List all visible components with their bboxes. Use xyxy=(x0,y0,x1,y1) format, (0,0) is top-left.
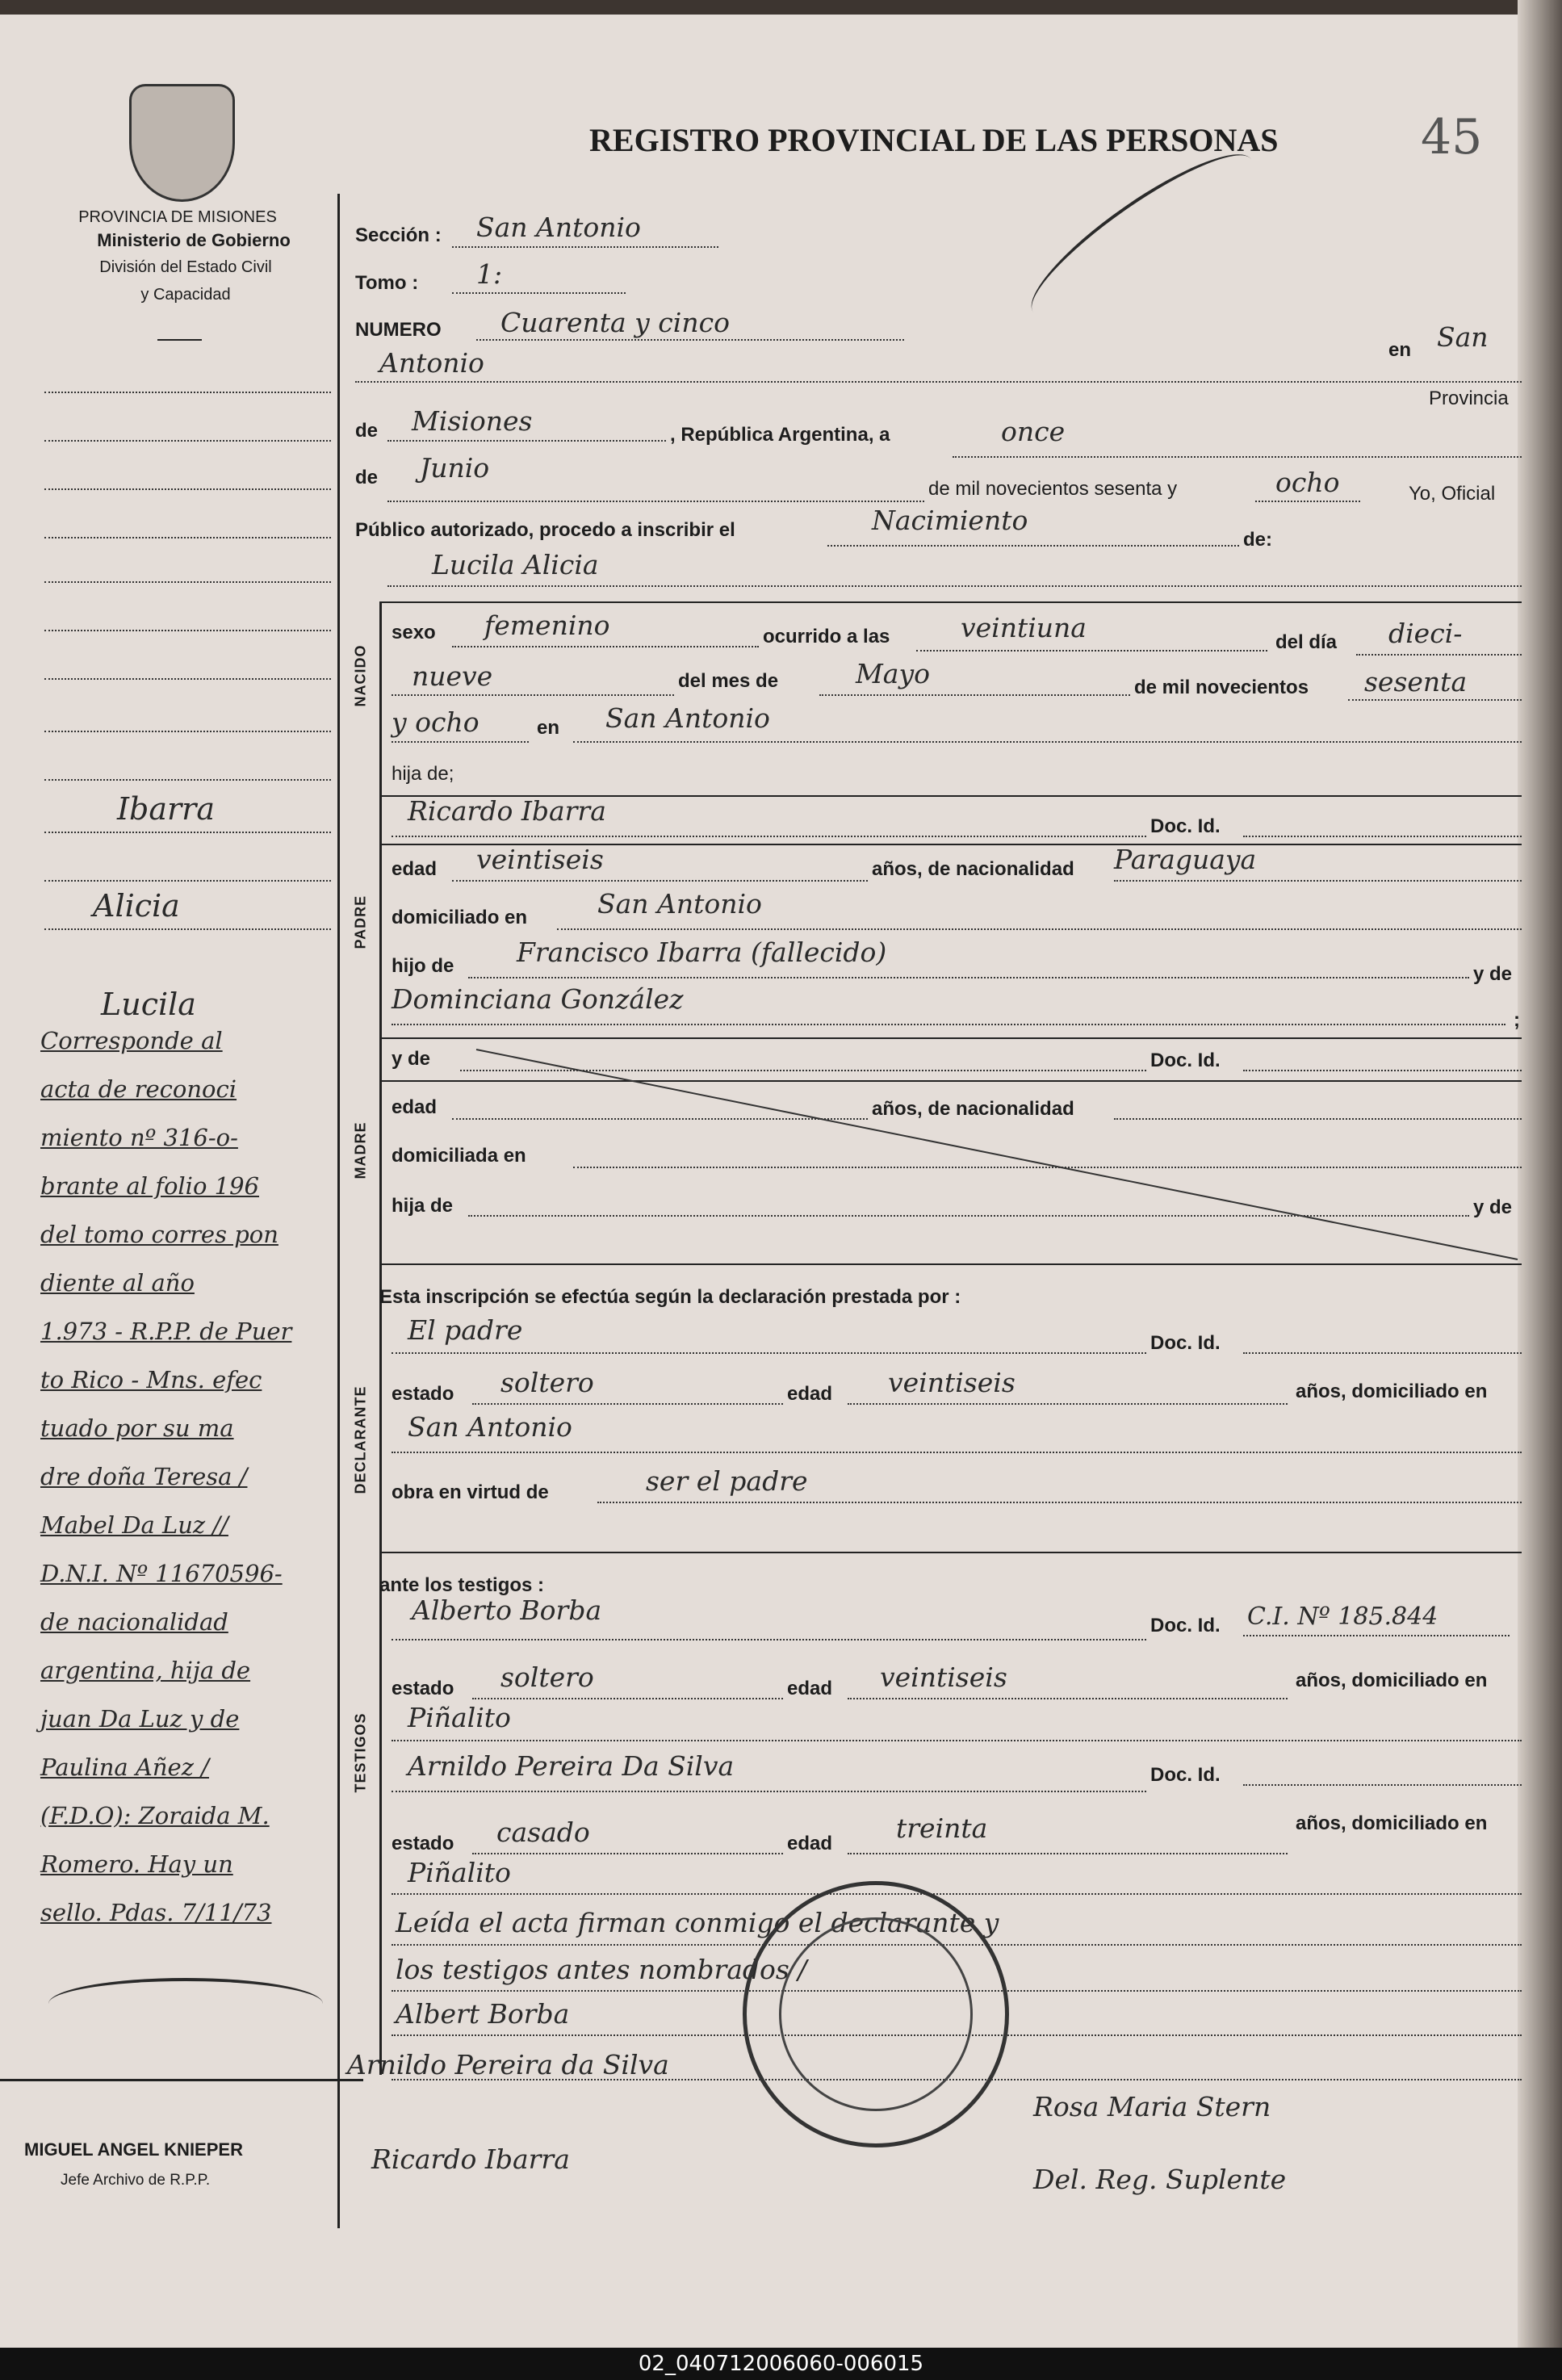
value-testigo2-domicilio: Piñalito xyxy=(408,1857,511,1888)
label-padre-domicilio: domiciliado en xyxy=(392,907,528,928)
label-testigo2-doc: Doc. Id. xyxy=(1150,1764,1221,1786)
acto-line xyxy=(827,545,1239,547)
padre-madre-line xyxy=(392,1024,1505,1025)
nacido-top-rule xyxy=(379,601,1522,603)
declarante-line xyxy=(392,1352,1146,1354)
sidebar-dotted-line xyxy=(44,832,331,833)
dia-nac-2-line xyxy=(392,694,674,696)
label-hija-de: hija de; xyxy=(392,763,454,785)
label-en-lugar: en xyxy=(537,717,560,739)
page-number: 45 xyxy=(1421,109,1483,166)
section-declarante: DECLARANTE xyxy=(352,1385,369,1494)
mes-nac-line xyxy=(819,694,1130,696)
label-sexo: sexo xyxy=(392,622,436,643)
testigo2-doc-line xyxy=(1243,1784,1522,1786)
label-del-mes: del mes de xyxy=(678,670,779,692)
label-de-provincia: de xyxy=(355,420,379,442)
label-de-mil-novecientos: de mil novecientos xyxy=(1134,677,1309,698)
sidebar-note-line: Mabel Da Luz // xyxy=(40,1511,228,1539)
document-code: 02_040712006060-006015 xyxy=(638,2352,924,2376)
label-padre-nacionalidad: años, de nacionalidad xyxy=(872,858,1074,880)
value-padre-edad: veintiseis xyxy=(476,844,604,875)
sidebar-header-line-4: y Capacidad xyxy=(140,286,231,304)
seccion-line xyxy=(452,246,718,248)
value-acto: Nacimiento xyxy=(872,505,1028,536)
sidebar-note-line: acta de reconoci xyxy=(40,1075,237,1103)
testigo2-estado-line xyxy=(472,1853,783,1854)
value-dia-nac-2: nueve xyxy=(412,660,493,692)
label-yo-oficial: Yo, Oficial xyxy=(1409,483,1496,505)
section-nacido: NACIDO xyxy=(352,644,369,707)
label-padre-y-de: y de xyxy=(1473,963,1513,985)
value-nombre: Lucila Alicia xyxy=(432,549,599,580)
declarante-top-rule xyxy=(379,1263,1522,1265)
value-sexo: femenino xyxy=(484,610,610,641)
label-testigo1-edad: edad xyxy=(787,1678,833,1699)
tomo-line xyxy=(452,292,626,294)
label-padre-edad: edad xyxy=(392,858,438,880)
value-hora: veintiuna xyxy=(961,612,1087,643)
value-lugar-nac: San Antonio xyxy=(605,702,770,734)
padre-padre-line xyxy=(468,977,1469,978)
value-declarante: El padre xyxy=(408,1314,523,1346)
label-seccion: Sección : xyxy=(355,224,442,246)
label-republica: , República Argentina, a xyxy=(670,424,890,446)
value-testigo2-edad: treinta xyxy=(896,1812,988,1844)
label-madre-y-de-2: y de xyxy=(1473,1196,1513,1218)
nombre-line xyxy=(387,585,1522,587)
sidebar-note-line: D.N.I. Nº 11670596- xyxy=(40,1560,283,1587)
testigo1-dom-line xyxy=(392,1740,1522,1741)
sidebar-note-line: Corresponde al xyxy=(40,1027,223,1054)
value-mes: Junio xyxy=(420,452,490,484)
sidebar-note-line: 1.973 - R.P.P. de Puer xyxy=(40,1318,292,1345)
closing-line-2: los testigos antes nombrados / xyxy=(396,1954,807,1985)
testigo1-edad-line xyxy=(848,1698,1288,1699)
declarante-estado-line xyxy=(472,1403,783,1405)
value-testigo2-estado: casado xyxy=(496,1816,590,1848)
label-testigo1-estado: estado xyxy=(392,1678,454,1699)
value-padre-madre: Dominciana González xyxy=(392,983,684,1015)
value-numero: Cuarenta y cinco xyxy=(500,307,730,338)
value-declarante-edad: veintiseis xyxy=(888,1367,1016,1398)
label-obra: obra en virtud de xyxy=(392,1481,549,1503)
sidebar-divider xyxy=(157,339,202,341)
sidebar-signature xyxy=(48,1978,323,2030)
value-testigo1-domicilio: Piñalito xyxy=(408,1702,511,1733)
label-testigo2-edad: edad xyxy=(787,1833,833,1854)
sidebar-rule xyxy=(337,194,340,2228)
value-declarante-estado: soltero xyxy=(500,1367,594,1398)
dia-line xyxy=(953,456,1522,458)
value-seccion: San Antonio xyxy=(476,212,641,243)
cancellation-line xyxy=(379,1041,1526,1268)
sidebar-note-line: Romero. Hay un xyxy=(40,1850,233,1878)
sidebar-note-line: sello. Pdas. 7/11/73 xyxy=(40,1899,272,1926)
testigo1-line xyxy=(392,1639,1146,1640)
sidebar-middle-name: Alicia xyxy=(93,888,180,924)
sidebar-note-line: argentina, hija de xyxy=(40,1657,251,1684)
sexo-line xyxy=(452,646,759,647)
label-del-dia: del día xyxy=(1275,631,1338,653)
lugar-nac-line xyxy=(573,741,1522,743)
document-title: REGISTRO PROVINCIAL DE LAS PERSONAS xyxy=(589,122,1279,158)
label-declarante-edad: edad xyxy=(787,1383,833,1405)
sidebar-header-line-1: PROVINCIA DE MISIONES xyxy=(78,208,277,226)
value-en-place-2: Antonio xyxy=(379,347,484,379)
label-numero: NUMERO xyxy=(355,319,442,341)
label-semicolon: ; xyxy=(1514,1009,1520,1031)
signature-official-name: Rosa Maria Stern xyxy=(1033,2091,1271,2122)
sidebar-note-line: miento nº 316-o- xyxy=(40,1124,238,1151)
section-testigos: TESTIGOS xyxy=(352,1712,369,1793)
testigo1-doc-line xyxy=(1243,1635,1510,1636)
value-provincia: Misiones xyxy=(412,405,533,437)
value-dia-nac-1: dieci- xyxy=(1388,618,1463,649)
sidebar-note-line: Paulina Añez / xyxy=(40,1754,209,1781)
value-testigo1: Alberto Borba xyxy=(412,1594,602,1626)
hora-line xyxy=(916,650,1267,652)
value-en-place-1: San xyxy=(1437,321,1489,353)
testigo2-edad-line xyxy=(848,1853,1288,1854)
value-padre-nacionalidad: Paraguaya xyxy=(1114,844,1257,875)
label-testigo1-doc: Doc. Id. xyxy=(1150,1615,1221,1636)
sidebar-dotted-line xyxy=(44,488,331,490)
place-line xyxy=(355,381,1522,383)
sidebar-dotted-line xyxy=(44,779,331,781)
section-madre: MADRE xyxy=(352,1121,369,1180)
sidebar-dotted-line xyxy=(44,731,331,732)
coat-of-arms-emblem xyxy=(129,84,235,202)
sidebar-header-line-2: Ministerio de Gobierno xyxy=(97,230,291,250)
sidebar-dotted-line xyxy=(44,537,331,538)
label-en: en xyxy=(1388,339,1412,361)
label-madre-nacionalidad: años, de nacionalidad xyxy=(872,1098,1074,1120)
label-testigo2-estado: estado xyxy=(392,1833,454,1854)
anio-nac-2-line xyxy=(392,741,529,743)
label-madre-y-de: y de xyxy=(392,1048,431,1070)
declarante-doc-line xyxy=(1243,1352,1522,1354)
label-madre-hija-de: hija de xyxy=(392,1195,454,1217)
label-provincia: Provincia xyxy=(1429,388,1509,409)
value-mes-nac: Mayo xyxy=(856,658,930,689)
sidebar-note-line: de nacionalidad xyxy=(40,1608,228,1636)
label-madre-edad: edad xyxy=(392,1096,438,1118)
sidebar-dotted-line xyxy=(44,678,331,680)
sidebar-note-line: del tomo corres pon xyxy=(40,1221,278,1248)
section-padre: PADRE xyxy=(352,895,369,949)
sidebar-dotted-line xyxy=(44,928,331,930)
anio-nac-line xyxy=(1348,699,1522,701)
value-anio-nac-1: sesenta xyxy=(1364,666,1468,698)
value-testigo1-estado: soltero xyxy=(500,1661,594,1693)
numero-line xyxy=(476,339,904,341)
signature-line xyxy=(0,2079,363,2081)
value-padre-padre: Francisco Ibarra (fallecido) xyxy=(517,936,887,968)
value-tomo: 1: xyxy=(476,258,503,290)
signature-testigo2: Arnildo Pereira da Silva xyxy=(347,2049,669,2080)
label-ocurrido: ocurrido a las xyxy=(763,626,890,647)
value-testigo1-edad: veintiseis xyxy=(880,1661,1007,1693)
declarante-edad-line xyxy=(848,1403,1288,1405)
label-tomo: Tomo : xyxy=(355,272,419,294)
label-declarante-estado: estado xyxy=(392,1383,454,1405)
label-declarante-doc: Doc. Id. xyxy=(1150,1332,1221,1354)
sidebar-dotted-line xyxy=(44,581,331,583)
closing-line-1: Leída el acta firman conmigo el declarante y xyxy=(396,1907,999,1938)
label-testigo1-anos-dom: años, domiciliado en xyxy=(1296,1670,1488,1691)
sidebar-note-line: juan Da Luz y de xyxy=(40,1705,240,1733)
label-de-colon: de: xyxy=(1243,529,1272,551)
section-rule xyxy=(379,601,382,2075)
label-de-mes: de xyxy=(355,467,379,488)
anio-line xyxy=(1255,501,1360,502)
testigo2-line xyxy=(392,1791,1146,1792)
sidebar-dotted-line xyxy=(44,880,331,882)
dia-nac-line xyxy=(1356,654,1522,656)
sidebar-dotted-line xyxy=(44,630,331,631)
label-publico: Público autorizado, procedo a inscribir el xyxy=(355,519,735,541)
padre-nombre-line xyxy=(392,836,1146,837)
testigos-top-rule xyxy=(379,1552,1522,1553)
signature-official-title: Del. Reg. Suplente xyxy=(1033,2164,1287,2195)
sidebar-dotted-line xyxy=(44,392,331,393)
value-obra: ser el padre xyxy=(646,1465,808,1497)
value-anio-nac-2: y ocho xyxy=(392,706,479,738)
label-mil-novecientos: de mil novecientos sesenta y xyxy=(928,478,1178,500)
value-declarante-domicilio: San Antonio xyxy=(408,1411,572,1443)
obra-line xyxy=(597,1502,1522,1503)
officer-name: MIGUEL ANGEL KNIEPER xyxy=(24,2139,243,2160)
value-padre-nombre: Ricardo Ibarra xyxy=(408,795,606,827)
value-dia: once xyxy=(1001,416,1066,447)
testigo2-dom-line xyxy=(392,1893,1522,1895)
value-testigo1-doc: C.I. Nº 185.844 xyxy=(1247,1603,1438,1631)
label-declarante-anos-dom: años, domiciliado en xyxy=(1296,1381,1488,1402)
signature-declarante: Ricardo Ibarra xyxy=(371,2143,570,2175)
label-ante-testigos: ante los testigos : xyxy=(379,1574,545,1596)
signature-testigo1: Albert Borba xyxy=(396,1998,570,2030)
value-padre-domicilio: San Antonio xyxy=(597,888,762,920)
sidebar-note-line: dre doña Teresa / xyxy=(40,1463,248,1490)
sidebar-header-line-3: División del Estado Civil xyxy=(99,258,272,276)
sidebar-note-line: (F.D.O): Zoraida M. xyxy=(40,1802,270,1829)
padre-nac-line xyxy=(1114,880,1522,882)
padre-dom-line xyxy=(557,928,1522,930)
sidebar-dotted-line xyxy=(44,440,331,442)
sidebar-first-name: Lucila xyxy=(101,987,196,1022)
sidebar-note-line: tuado por su ma xyxy=(40,1414,234,1442)
testigo1-estado-line xyxy=(472,1698,783,1699)
label-testigo2-anos-dom: años, domiciliado en xyxy=(1296,1812,1488,1834)
label-hijo-de: hijo de xyxy=(392,955,454,977)
provincia-line xyxy=(387,440,666,442)
value-testigo2: Arnildo Pereira Da Silva xyxy=(408,1750,735,1782)
label-declaracion: Esta inscripción se efectúa según la declaración prestada por : xyxy=(379,1286,961,1308)
sidebar-note-line: diente al año xyxy=(40,1269,195,1297)
official-seal-stamp xyxy=(743,1881,1009,2147)
sidebar-note-line: to Rico - Mns. efec xyxy=(40,1366,262,1393)
declarante-dom-line xyxy=(392,1452,1522,1453)
sidebar-surname: Ibarra xyxy=(117,791,215,827)
value-anio: ocho xyxy=(1275,467,1340,498)
padre-edad-line xyxy=(452,880,868,882)
madre-top-rule xyxy=(379,1037,1522,1039)
padre-doc-line xyxy=(1243,836,1522,837)
label-madre-doc: Doc. Id. xyxy=(1150,1050,1221,1071)
mes-line xyxy=(387,501,924,502)
officer-title: Jefe Archivo de R.P.P. xyxy=(61,2172,211,2189)
sidebar-note-line: brante al folio 196 xyxy=(40,1172,259,1200)
label-madre-domicilio: domiciliada en xyxy=(392,1145,526,1167)
label-padre-doc: Doc. Id. xyxy=(1150,815,1221,837)
